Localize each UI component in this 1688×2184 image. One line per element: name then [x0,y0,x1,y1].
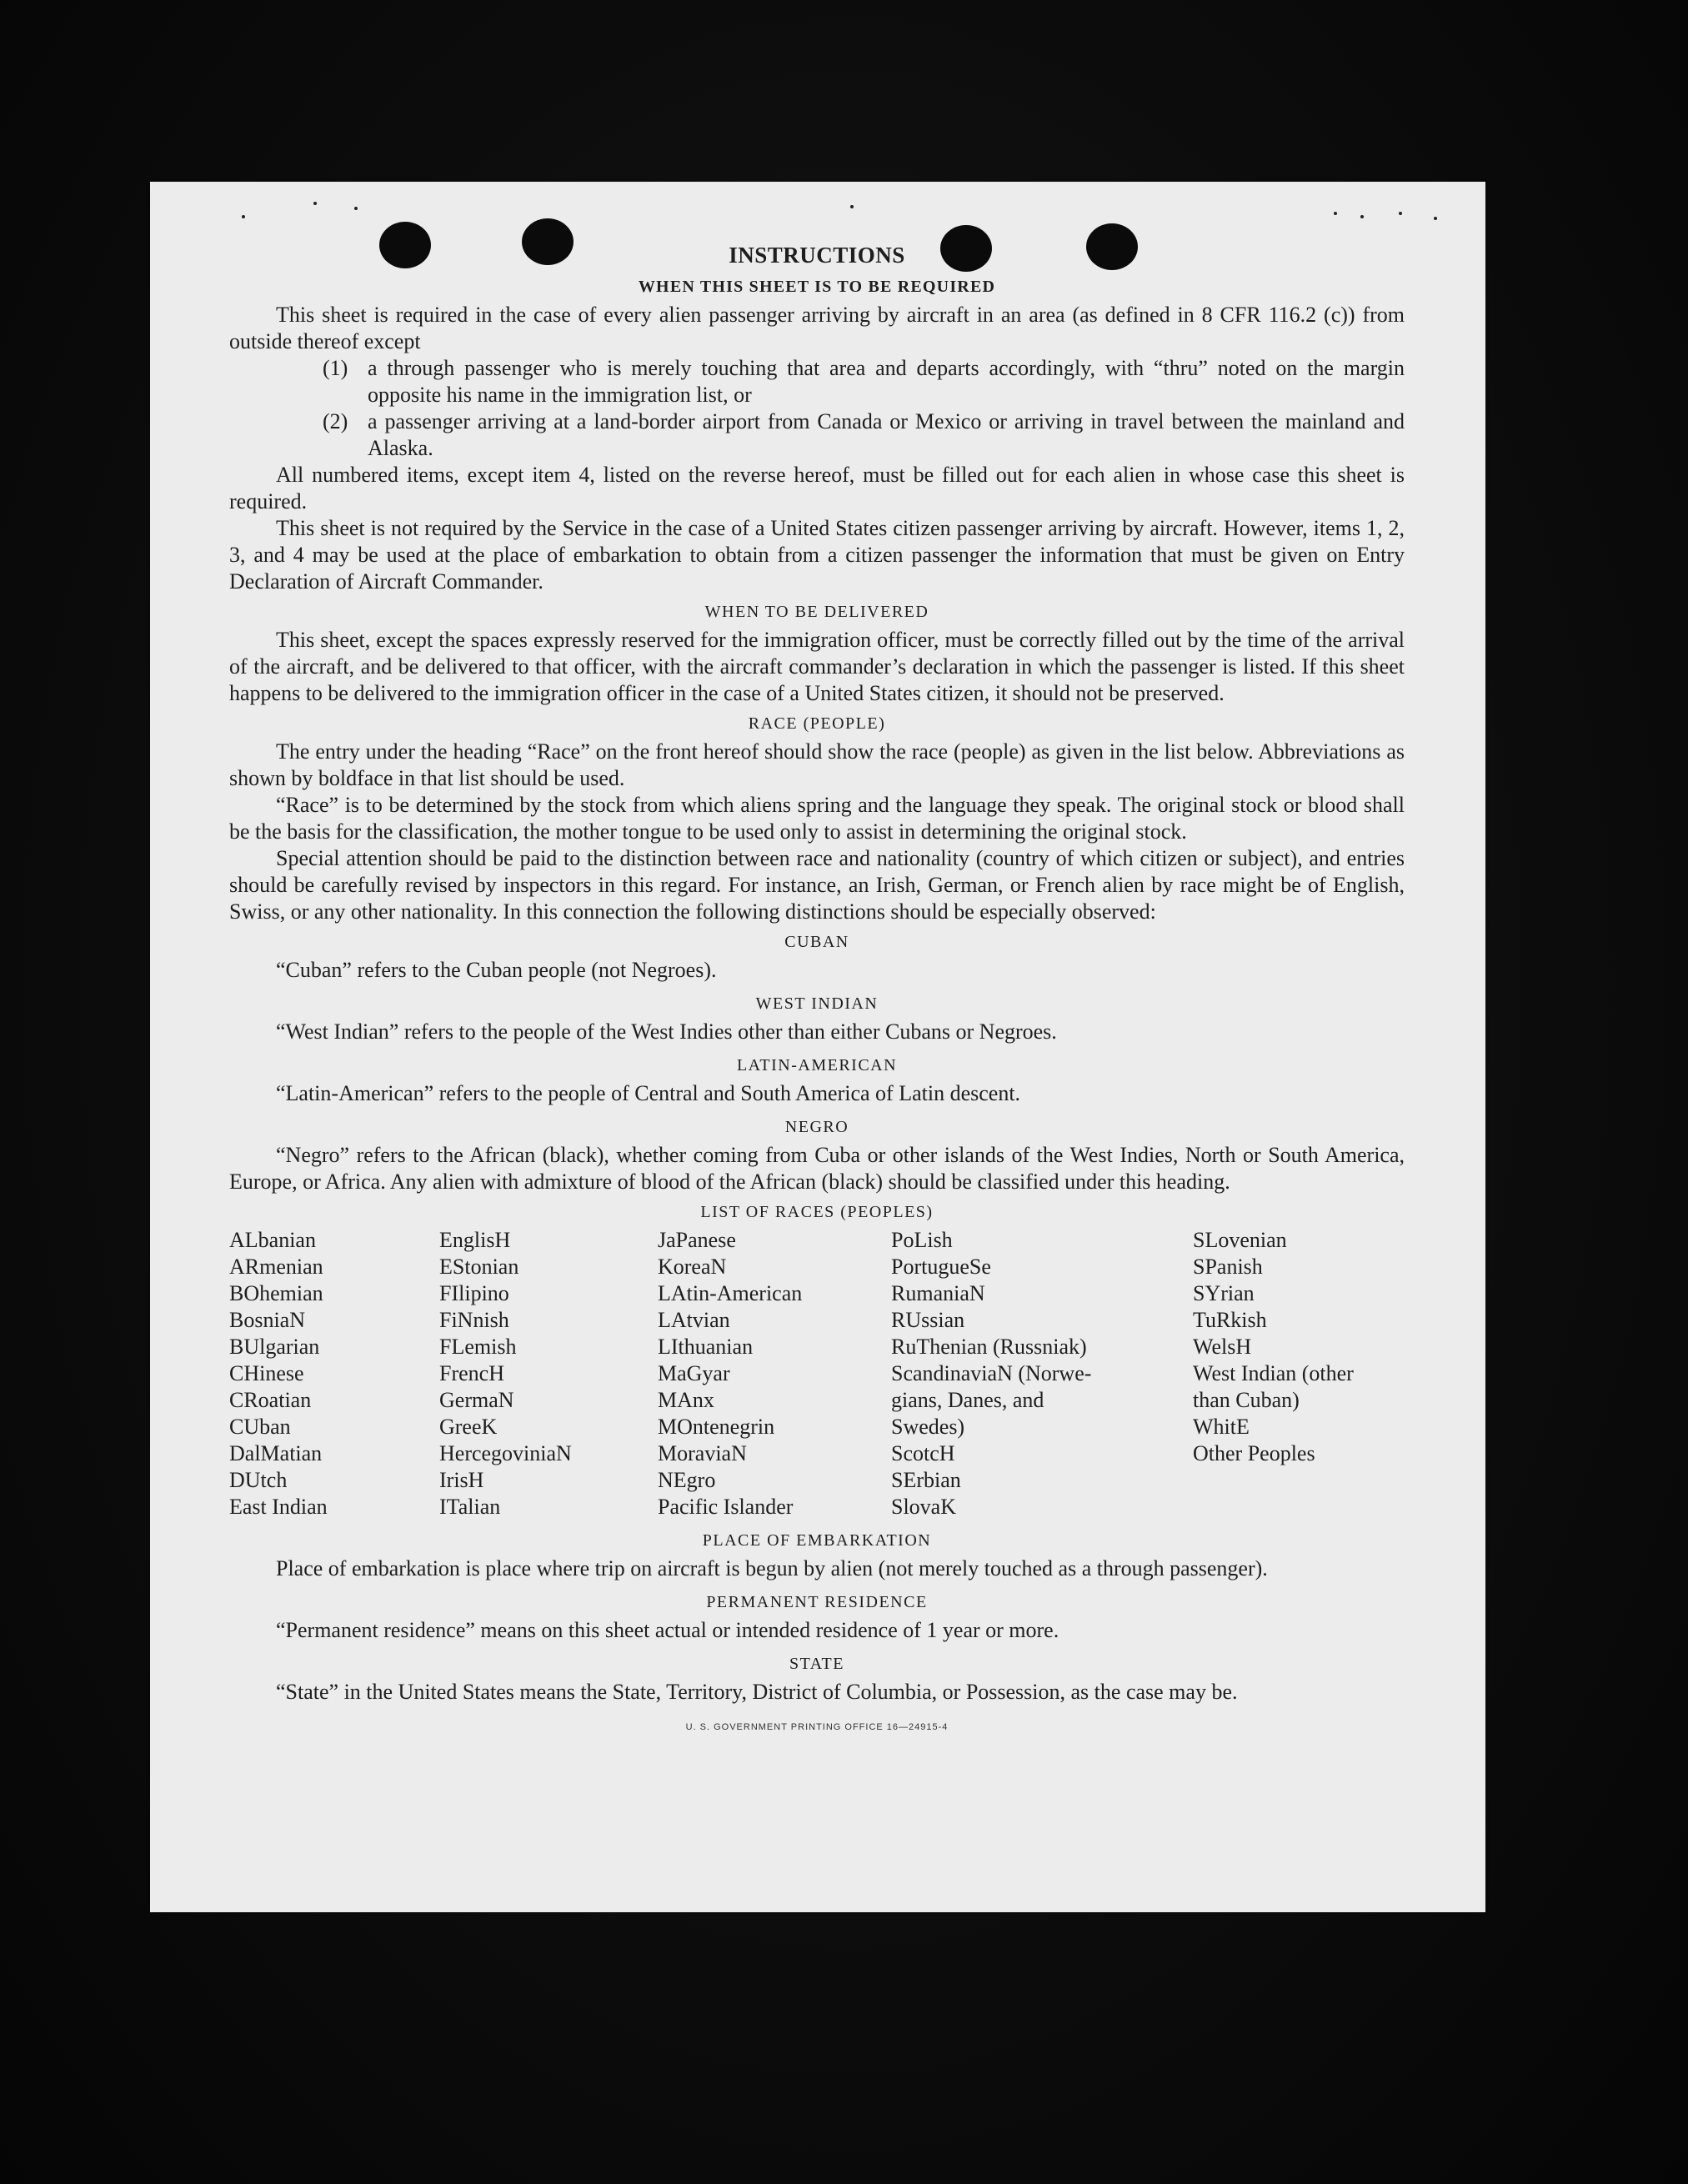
race-entry: RumaniaN [891,1281,985,1305]
race-entry: ScotcH [891,1441,955,1465]
scan-speck [850,205,854,208]
race-entry: PoLish [891,1228,953,1252]
race-entry: JaPanese [658,1228,736,1252]
race-entry: MoraviaN [658,1441,747,1465]
race-entry: LIthuanian [658,1335,754,1359]
race-entry: FIlipino [439,1281,509,1305]
paragraph: This sheet is required in the case of every alien passenger arriving by aircraft in an area (as defined in 8 CFR 116.2 (c)) from outside thereof except [229,303,1405,353]
race-entry: Other Peoples [1193,1441,1315,1465]
race-entry: LAtvian [658,1308,730,1332]
race-entry: SPanish [1193,1255,1263,1279]
race-entry: ScandinaviaN (Norwe- [891,1361,1092,1385]
list-item [323,355,1405,408]
race-entry: MaGyar [658,1361,730,1385]
paragraph: “Cuban” refers to the Cuban people (not Negroes). [276,958,717,982]
race-entry: GermaN [439,1388,514,1412]
race-entry: BosniaN [229,1308,305,1332]
race-entry: BUlgarian [229,1335,320,1359]
paragraph: Special attention should be paid to the distinction between race and nationality (country of which citizen or subject), and entries should be carefully revised by inspectors in this regard. For instance, an Irish, German, or French alien by race might be of English, Swiss, or any other nationality. In this connection the following distinctions should be especially observed: [229,846,1405,924]
race-entry: SlovaK [891,1495,956,1519]
race-column [1193,1227,1405,1520]
race-column [439,1227,658,1520]
race-entry: CHinese [229,1361,304,1385]
race-column [658,1227,891,1520]
race-entry: IrisH [439,1468,484,1492]
race-entry: ALbanian [229,1228,316,1252]
race-entry: ARmenian [229,1255,323,1279]
race-entry: MOntenegrin [658,1415,775,1439]
section-heading: RACE (PEOPLE) [748,714,886,733]
race-entry: West Indian (other [1193,1361,1354,1385]
section-heading: WEST INDIAN [755,994,879,1013]
item-text: a passenger arriving at a land-border airport from Canada or Mexico or arriving in travel between the mainland and Alaska. [368,409,1405,460]
paragraph: “Negro” refers to the African (black), whether coming from Cuba or other islands of the West Indies, North or South America, Europe, or Africa. Any alien with admixture of blood of the African (black) should be classified under this heading. [229,1143,1405,1194]
document-body [229,242,1405,1741]
section-heading: PLACE OF EMBARKATION [702,1531,932,1550]
race-entry: Pacific Islander [658,1495,794,1519]
race-entry: SLovenian [1193,1228,1287,1252]
section-heading: NEGRO [784,1118,849,1136]
race-entry: LAtin-American [658,1281,803,1305]
race-entry: WelsH [1193,1335,1252,1359]
race-entry: CUban [229,1415,291,1439]
race-entry: FrencH [439,1361,504,1385]
paragraph: Place of embarkation is place where trip on aircraft is begun by alien (not merely touched as a through passenger). [276,1556,1268,1580]
section-heading: WHEN TO BE DELIVERED [704,603,929,621]
paragraph: This sheet, except the spaces expressly reserved for the immigration officer, must be correctly filled out by the time of the arrival of the aircraft, and be delivered to that officer, with the aircraft commander’s declaration in which the passenger is listed. If this sheet happens to be delivered to the immigration officer in the case of a United States citizen, it should not be preserved. [229,628,1405,705]
scan-speck [1399,212,1402,215]
scan-speck [1360,215,1364,218]
paragraph: “State” in the United States means the State, Territory, District of Columbia, or Possession, as the case may be. [276,1680,1238,1704]
race-entry: NEgro [658,1468,716,1492]
paragraph: “Permanent residence” means on this sheet actual or intended residence of 1 year or more. [276,1618,1059,1642]
race-entry: DalMatian [229,1441,323,1465]
paragraph: The entry under the heading “Race” on the front hereof should show the race (people) as given in the list below. Abbreviations as shown by boldface in that list should be used. [229,739,1405,790]
scan-speck [1434,217,1437,220]
item-number: (2) [323,409,348,433]
race-entry: GreeK [439,1415,498,1439]
race-entry: PortugueSe [891,1255,991,1279]
section-heading: LIST OF RACES (PEOPLES) [700,1203,934,1221]
race-entry: SYrian [1193,1281,1255,1305]
race-list [229,1227,1405,1520]
section-heading: LATIN-AMERICAN [736,1056,898,1074]
document-title: INSTRUCTIONS [729,243,905,268]
race-entry: East Indian [229,1495,328,1519]
paragraph: “Latin-American” refers to the people of Central and South America of Latin descent. [276,1081,1021,1105]
paragraph: “Race” is to be determined by the stock from which aliens spring and the language they speak. The original stock or blood shall be the basis for the classification, the mother tongue to be used only to assist in determining the original stock. [229,793,1405,844]
race-entry: DUtch [229,1468,288,1492]
section-heading: PERMANENT RESIDENCE [706,1593,928,1611]
race-entry: SErbian [891,1468,961,1492]
scan-speck [313,202,317,205]
paragraph: “West Indian” refers to the people of the West Indies other than either Cubans or Negroes. [276,1019,1057,1044]
race-entry: FLemish [439,1335,517,1359]
list-item [323,408,1405,462]
race-entry: WhitE [1193,1415,1250,1439]
race-entry: MAnx [658,1388,714,1412]
race-entry: HercegoviniaN [439,1441,572,1465]
race-entry: CRoatian [229,1388,312,1412]
scan-speck [242,215,245,218]
paragraph: This sheet is not required by the Service in the case of a United States citizen passenger arriving by aircraft. However, items 1, 2, 3, and 4 may be used at the place of embarkation to obtain from a citizen passenger the information that must be given on Entry Declaration of Aircraft Commander. [229,516,1405,594]
race-entry: BOhemian [229,1281,323,1305]
race-entry: than Cuban) [1193,1388,1300,1412]
race-entry: KoreaN [658,1255,727,1279]
instruction-sheet [150,182,1485,1912]
race-entry: FiNnish [439,1308,509,1332]
race-entry: EStonian [439,1255,519,1279]
item-number: (1) [323,356,348,380]
item-text: a through passenger who is merely touching that area and departs accordingly, with “thru” noted on the margin opposite his name in the immigration list, or [368,356,1405,407]
race-column [229,1227,439,1520]
section-heading: STATE [789,1655,844,1673]
race-entry: gians, Danes, and [891,1388,1044,1412]
race-entry: RuThenian (Russniak) [891,1335,1087,1359]
scan-speck [354,207,358,210]
race-entry: ITalian [439,1495,501,1519]
paragraph: All numbered items, except item 4, listed on the reverse hereof, must be filled out for each alien in whose case this sheet is required. [229,463,1405,513]
printer-imprint: U. S. GOVERNMENT PRINTING OFFICE 16—24915-4 [685,1722,949,1732]
section-heading: WHEN THIS SHEET IS TO BE REQUIRED [638,278,996,296]
race-entry: Swedes) [891,1415,965,1439]
race-entry: EnglisH [439,1228,511,1252]
scan-speck [1334,212,1337,215]
section-heading: CUBAN [784,933,849,951]
race-column [891,1227,1193,1520]
race-entry: TuRkish [1193,1308,1267,1332]
race-entry: RUssian [891,1308,965,1332]
